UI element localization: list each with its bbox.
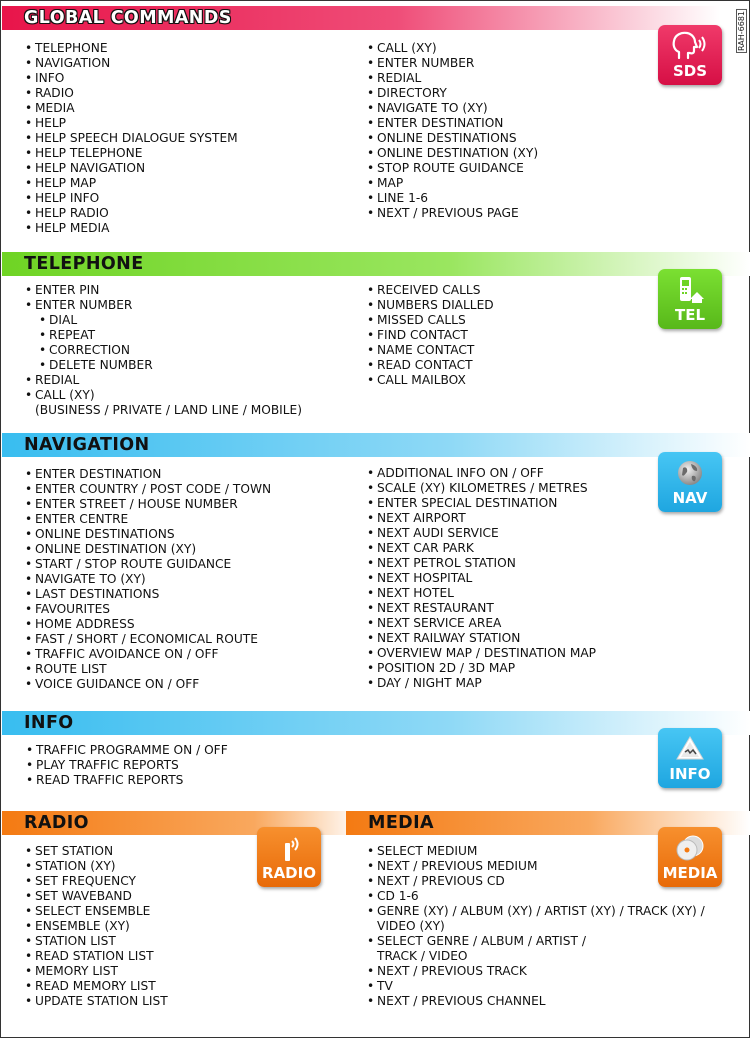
list-item: • MISSED CALLS bbox=[367, 313, 494, 328]
list-item: • NAVIGATE TO (XY) bbox=[367, 101, 538, 116]
global-commands-list-right bbox=[367, 41, 538, 221]
list-item: • HELP INFO bbox=[25, 191, 238, 206]
list-item: • HELP NAVIGATION bbox=[25, 161, 238, 176]
tel-label: TEL bbox=[674, 306, 706, 324]
list-item: • ENTER SPECIAL DESTINATION bbox=[367, 496, 596, 511]
list-item: • DELETE NUMBER bbox=[39, 358, 302, 373]
list-item: • ENSEMBLE (XY) bbox=[25, 919, 168, 934]
list-item: • READ MEMORY LIST bbox=[25, 979, 168, 994]
list-item: • NEXT / PREVIOUS CD bbox=[367, 874, 705, 889]
header-navigation bbox=[2, 433, 750, 457]
list-item: • ONLINE DESTINATIONS bbox=[367, 131, 538, 146]
radio-button bbox=[257, 827, 321, 887]
list-item: • GENRE (XY) / ALBUM (XY) / ARTIST (XY) / TRACK (XY) / bbox=[367, 904, 705, 919]
list-item: • DAY / NIGHT MAP bbox=[367, 676, 596, 691]
list-item: • PLAY TRAFFIC REPORTS bbox=[26, 758, 228, 773]
list-item: • HELP TELEPHONE bbox=[25, 146, 238, 161]
list-item: • NEXT / PREVIOUS TRACK bbox=[367, 964, 705, 979]
sds-button bbox=[658, 25, 722, 85]
list-item: • SELECT MEDIUM bbox=[367, 844, 705, 859]
antenna-icon bbox=[274, 833, 304, 863]
list-item: • CALL (XY) bbox=[25, 388, 302, 403]
list-item: • READ STATION LIST bbox=[25, 949, 168, 964]
list-item: • READ TRAFFIC REPORTS bbox=[26, 773, 228, 788]
list-item: • ONLINE DESTINATION (XY) bbox=[25, 542, 271, 557]
list-item: • TELEPHONE bbox=[25, 41, 238, 56]
list-item: • ENTER DESTINATION bbox=[367, 116, 538, 131]
telephone-list-right bbox=[367, 283, 494, 388]
list-item: • NEXT / PREVIOUS MEDIUM bbox=[367, 859, 705, 874]
list-item: • ONLINE DESTINATIONS bbox=[25, 527, 271, 542]
telephone-list-left bbox=[25, 283, 302, 418]
list-item: • FAVOURITES bbox=[25, 602, 271, 617]
list-item: • ENTER DESTINATION bbox=[25, 467, 271, 482]
list-item: • RADIO bbox=[25, 86, 238, 101]
list-item: • NEXT CAR PARK bbox=[367, 541, 596, 556]
list-item: • NEXT RESTAURANT bbox=[367, 601, 596, 616]
list-item: • CD 1-6 bbox=[367, 889, 705, 904]
list-item: • NEXT HOSPITAL bbox=[367, 571, 596, 586]
title-radio: RADIO bbox=[24, 813, 89, 833]
list-item: • HOME ADDRESS bbox=[25, 617, 271, 632]
list-item: • ONLINE DESTINATION (XY) bbox=[367, 146, 538, 161]
media-label: MEDIA bbox=[662, 864, 718, 882]
list-item: • READ CONTACT bbox=[367, 358, 494, 373]
sds-label: SDS bbox=[672, 62, 708, 80]
list-item: • STOP ROUTE GUIDANCE bbox=[367, 161, 538, 176]
list-item: • TRAFFIC PROGRAMME ON / OFF bbox=[26, 743, 228, 758]
list-item: • NEXT HOTEL bbox=[367, 586, 596, 601]
list-item: • NEXT AIRPORT bbox=[367, 511, 596, 526]
list-item: • REDIAL bbox=[25, 373, 302, 388]
traffic-warning-icon bbox=[675, 734, 705, 762]
radio-list bbox=[25, 844, 168, 1009]
list-item: • HELP MAP bbox=[25, 176, 238, 191]
list-item: • NEXT PETROL STATION bbox=[367, 556, 596, 571]
list-item: • MEDIA bbox=[25, 101, 238, 116]
title-navigation: NAVIGATION bbox=[24, 435, 150, 455]
list-item: • SELECT ENSEMBLE bbox=[25, 904, 168, 919]
list-item: • RECEIVED CALLS bbox=[367, 283, 494, 298]
title-global-commands: GLOBAL COMMANDS bbox=[24, 8, 232, 28]
list-item: • HELP MEDIA bbox=[25, 221, 238, 236]
nav-button bbox=[658, 452, 722, 512]
list-item: • SET STATION bbox=[25, 844, 168, 859]
navigation-list-right bbox=[367, 466, 596, 691]
list-item: • SELECT GENRE / ALBUM / ARTIST / bbox=[367, 934, 705, 949]
list-item: • CORRECTION bbox=[39, 343, 302, 358]
list-item: • CALL MAILBOX bbox=[367, 373, 494, 388]
phone-home-icon bbox=[673, 275, 707, 305]
navigation-list-left bbox=[25, 467, 271, 692]
header-telephone bbox=[2, 252, 750, 276]
list-item: • ROUTE LIST bbox=[25, 662, 271, 677]
list-item: • ENTER CENTRE bbox=[25, 512, 271, 527]
list-item: • VOICE GUIDANCE ON / OFF bbox=[25, 677, 271, 692]
list-item: • NAVIGATION bbox=[25, 56, 238, 71]
speaking-head-icon bbox=[670, 31, 710, 61]
list-item: • TRAFFIC AVOIDANCE ON / OFF bbox=[25, 647, 271, 662]
list-item: • HELP RADIO bbox=[25, 206, 238, 221]
info-list-left bbox=[26, 743, 228, 788]
list-item: • HELP SPEECH DIALOGUE SYSTEM bbox=[25, 131, 238, 146]
list-item: • MAP bbox=[367, 176, 538, 191]
list-item: • REPEAT bbox=[39, 328, 302, 343]
info-button bbox=[658, 728, 722, 788]
title-telephone: TELEPHONE bbox=[24, 254, 144, 274]
title-info: INFO bbox=[24, 713, 74, 733]
media-button bbox=[658, 827, 722, 887]
list-item: • HELP bbox=[25, 116, 238, 131]
globe-icon bbox=[675, 458, 705, 488]
nav-label: NAV bbox=[672, 489, 708, 507]
list-item: • NEXT / PREVIOUS CHANNEL bbox=[367, 994, 705, 1009]
list-item: • NUMBERS DIALLED bbox=[367, 298, 494, 313]
list-item: • NEXT AUDI SERVICE bbox=[367, 526, 596, 541]
list-item: • ADDITIONAL INFO ON / OFF bbox=[367, 466, 596, 481]
list-item: • MEMORY LIST bbox=[25, 964, 168, 979]
header-global-commands bbox=[2, 6, 720, 30]
list-item: • UPDATE STATION LIST bbox=[25, 994, 168, 1009]
list-item: • INFO bbox=[25, 71, 238, 86]
list-item: • LINE 1-6 bbox=[367, 191, 538, 206]
list-item: • POSITION 2D / 3D MAP bbox=[367, 661, 596, 676]
list-item: • STATION LIST bbox=[25, 934, 168, 949]
document-code: RAH-6681 bbox=[737, 11, 746, 51]
global-commands-list-left bbox=[25, 41, 238, 236]
list-item: • ENTER NUMBER bbox=[25, 298, 302, 313]
list-item: • FIND CONTACT bbox=[367, 328, 494, 343]
list-item: • NEXT RAILWAY STATION bbox=[367, 631, 596, 646]
title-media: MEDIA bbox=[368, 813, 434, 833]
tel-button bbox=[658, 269, 722, 329]
list-item: • FAST / SHORT / ECONOMICAL ROUTE bbox=[25, 632, 271, 647]
list-item: • ENTER STREET / HOUSE NUMBER bbox=[25, 497, 271, 512]
header-info bbox=[2, 711, 750, 735]
list-item: • REDIAL bbox=[367, 71, 538, 86]
list-item: TRACK / VIDEO bbox=[377, 949, 468, 963]
info-label: INFO bbox=[669, 765, 711, 783]
list-item: • OVERVIEW MAP / DESTINATION MAP bbox=[367, 646, 596, 661]
list-item: • LAST DESTINATIONS bbox=[25, 587, 271, 602]
list-item: • ENTER COUNTRY / POST CODE / TOWN bbox=[25, 482, 271, 497]
list-item: (BUSINESS / PRIVATE / LAND LINE / MOBILE) bbox=[35, 403, 303, 417]
list-item: • NEXT / PREVIOUS PAGE bbox=[367, 206, 538, 221]
list-item: • CALL (XY) bbox=[367, 41, 538, 56]
list-item: • ENTER PIN bbox=[25, 283, 302, 298]
list-item: • NAVIGATE TO (XY) bbox=[25, 572, 271, 587]
list-item: • DIRECTORY bbox=[367, 86, 538, 101]
list-item: • ENTER NUMBER bbox=[367, 56, 538, 71]
list-item: • START / STOP ROUTE GUIDANCE bbox=[25, 557, 271, 572]
list-item: • DIAL bbox=[39, 313, 302, 328]
disc-icon bbox=[673, 833, 707, 863]
radio-label: RADIO bbox=[262, 864, 316, 882]
list-item: • SET WAVEBAND bbox=[25, 889, 168, 904]
list-item: • TV bbox=[367, 979, 705, 994]
media-list bbox=[367, 844, 705, 1009]
list-item: • SET FREQUENCY bbox=[25, 874, 168, 889]
list-item: • STATION (XY) bbox=[25, 859, 168, 874]
list-item: VIDEO (XY) bbox=[377, 919, 445, 933]
list-item: • NEXT SERVICE AREA bbox=[367, 616, 596, 631]
list-item: • SCALE (XY) KILOMETRES / METRES bbox=[367, 481, 596, 496]
list-item: • NAME CONTACT bbox=[367, 343, 494, 358]
